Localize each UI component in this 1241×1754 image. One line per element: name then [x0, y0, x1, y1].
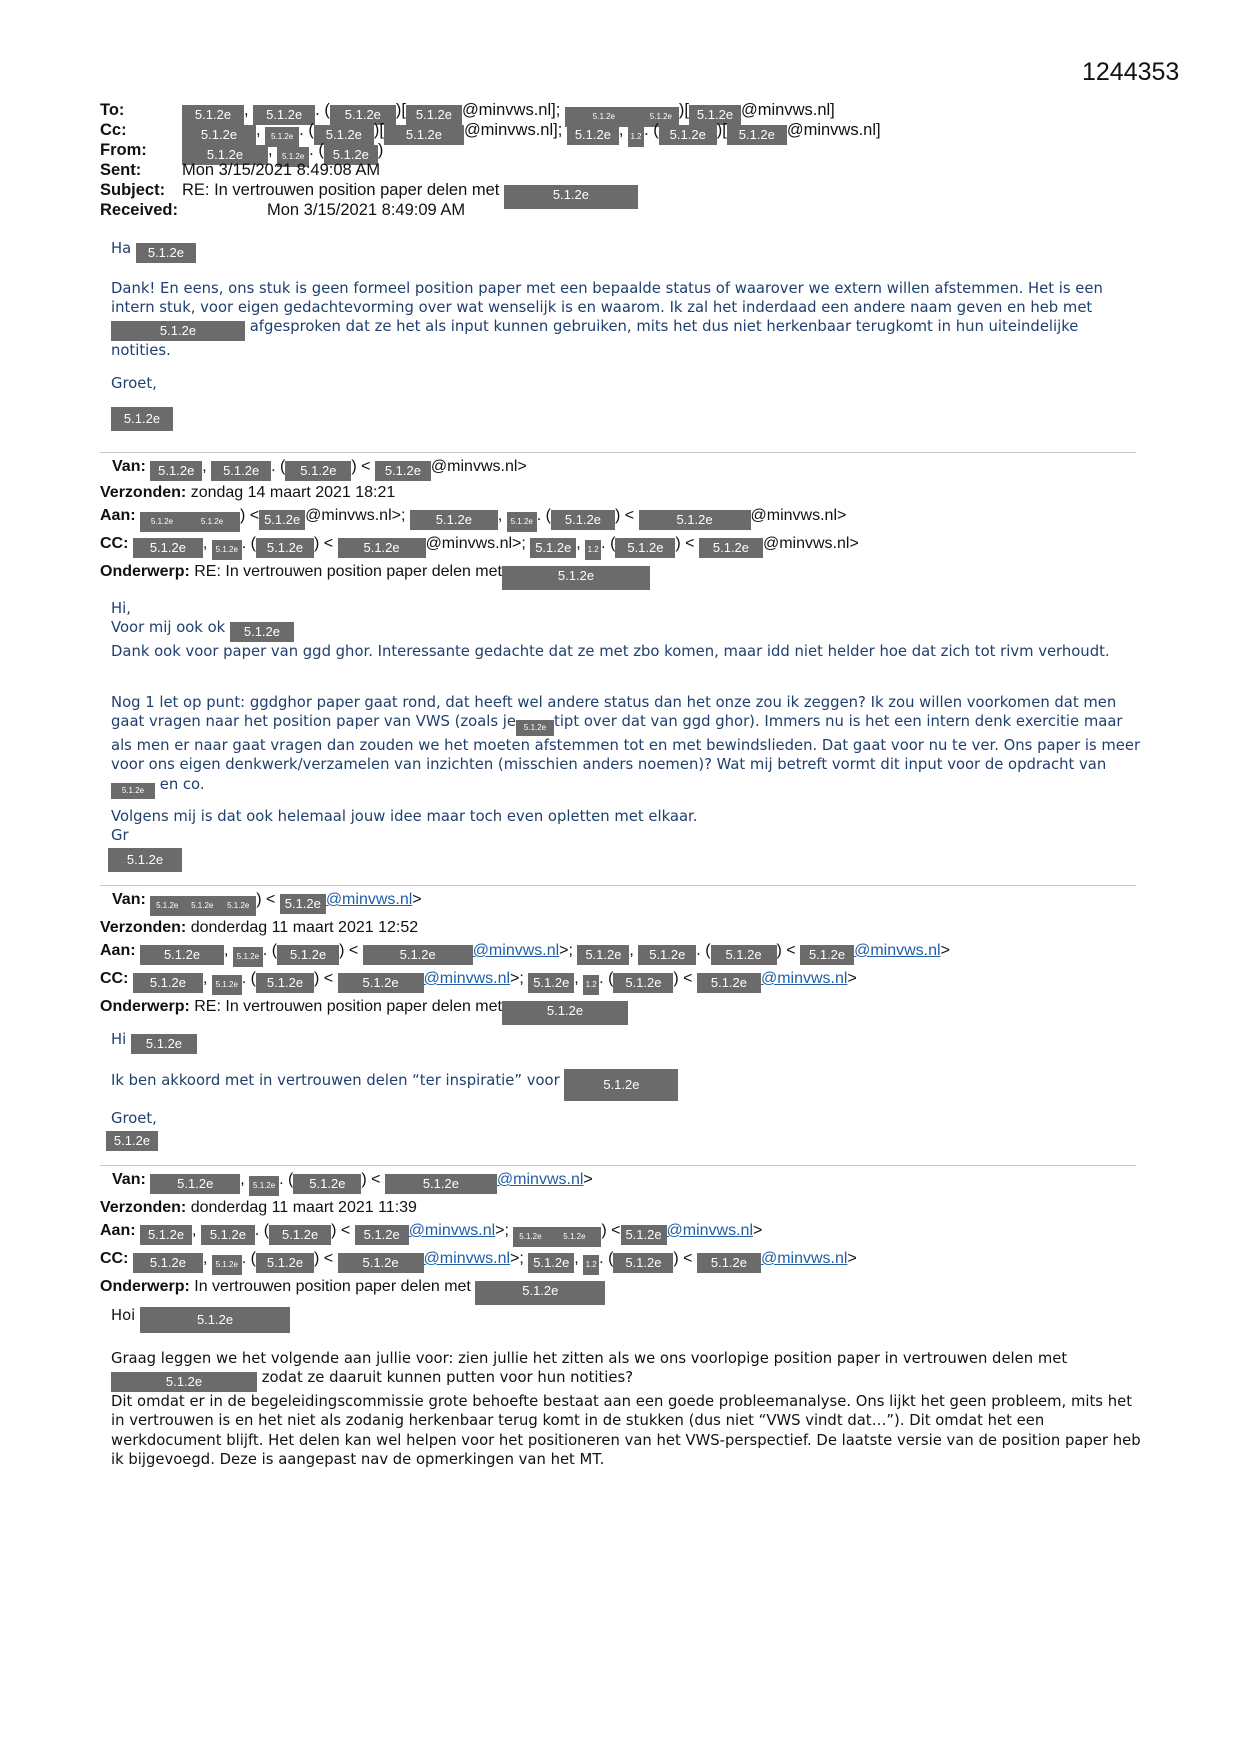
- redaction: 5.1.2e: [220, 896, 256, 916]
- verzonden-label: Verzonden:: [100, 919, 187, 936]
- redaction: 5.1.2e: [269, 1225, 331, 1245]
- redaction: 5.1.2e: [697, 1253, 761, 1273]
- email3-closing: Groet,: [111, 1110, 157, 1127]
- email3-greeting: [111, 1030, 1141, 1054]
- redaction: 5.1.2e: [249, 1176, 279, 1196]
- redaction: 5.1.2e: [150, 1174, 240, 1194]
- cc-label: Cc:: [100, 121, 127, 139]
- redaction: 5.1.2e: [324, 145, 378, 165]
- redaction: 5.1.2e: [410, 510, 498, 530]
- redaction: 5.1.2e: [689, 105, 741, 125]
- redaction: 5.1.2e: [133, 1253, 203, 1273]
- redaction: 5.1.2e: [140, 512, 184, 532]
- header-from-row: From: 5.1.2e , 5.1.2e . ( 5.1.2e ): [100, 140, 383, 167]
- email4-header: Van: 5.1.2e , 5.1.2e . ( 5.1.2e ) < 5.1.2e @minvws.nl> Verzonden: donderdag 11 maart 2021 11:39 Aan: 5.1.2e , 5.1.2e . ( 5.1.2e ) < 5.1.2e @minvws.nl>; 5.1.2e 5.1.2e ) < 5.1.2e @minvws.nl> CC: 5.1.2e , 5.1.2e . ( 5.1.2e ) < 5.1.2e @minvws.nl>; 5.1.2e , 1.2 . ( 5.1.2e ) < 5.1.2e @minvws.nl> Onderwerp: In vertrouwen position paper delen met 5.1.2e: [100, 1168, 857, 1305]
- redaction: 1.2: [583, 1255, 599, 1275]
- email4-greeting: [111, 1306, 1141, 1333]
- redaction: 5.1.2e: [659, 125, 717, 145]
- email-link[interactable]: @minvws.nl: [496, 1171, 584, 1188]
- redaction: 5.1.2e: [277, 945, 339, 965]
- redaction: 5.1.2e: [253, 105, 315, 125]
- email-domain: @minvws.nl: [762, 535, 850, 552]
- email2-header: Van: 5.1.2e , 5.1.2e . ( 5.1.2e ) < 5.1.2e @minvws.nl> Verzonden: zondag 14 maart 2021 18:21 Aan: 5.1.2e 5.1.2e ) < 5.1.2e @minvws.nl>; 5.1.2e , 5.1.2e . ( 5.1.2e ) < 5.1.2e @minvws.nl> CC: 5.1.2e , 5.1.2e . ( 5.1.2e ) < 5.1.2e @minvws.nl>; 5.1.2e , 1.2 . ( 5.1.2e ) < 5.1.2e @minvws.nl> Onderwerp: RE: In vertrouwen position paper delen met 5.1.2e: [100, 455, 859, 590]
- email2-text-b: tipt over dat van ggd ghor). Immers nu is het een intern denk exercitie maar als men er naar gaat vragen dan zouden we het moeten afstemmen tot en met bewindslieden. Dat gaat voor nu te ver. Ons paper is meer voor ons eigen denkwerk/verzamelen van inzichten (misschien anders noemen)? Wat mij betreft vormt dit input voor de opdracht van: [111, 713, 1141, 774]
- document-number: 1244353: [1082, 58, 1180, 86]
- email3-text: Ik ben akkoord met in vertrouwen delen “ter inspiratie” voor: [111, 1072, 560, 1089]
- email-domain: @minvws.nl: [750, 507, 838, 524]
- redaction: 1.2: [628, 127, 644, 147]
- redaction: 5.1.2e: [140, 1225, 192, 1245]
- email2-signature: [108, 846, 1138, 872]
- aan-label: Aan:: [100, 942, 136, 959]
- redaction: 5.1.2e: [338, 973, 424, 993]
- redaction: 5.1.2e: [230, 622, 294, 642]
- email3-signature: [106, 1127, 1136, 1151]
- redaction: 5.1.2e: [182, 105, 244, 125]
- redaction: 5.1.2e: [551, 510, 615, 530]
- email-link[interactable]: @minvws.nl: [760, 1250, 848, 1267]
- redaction: 5.1.2e: [150, 896, 184, 916]
- van-label: Van:: [112, 1171, 146, 1188]
- redaction: 5.1.2e: [507, 512, 537, 532]
- redaction: 5.1.2e: [615, 538, 675, 558]
- email-domain: @minvws.nl: [305, 507, 392, 524]
- redaction: 5.1.2e: [111, 783, 155, 799]
- email1-paragraph: [111, 279, 1141, 361]
- header-to-row: To: 5.1.2e , 5.1.2e . ( 5.1.2e )[ 5.1.2e @minvws.nl]; 5.1.2e 5.1.2e )[ 5.1.2e @minvws.nl]: [100, 100, 835, 127]
- redaction: 5.1.2e: [108, 848, 182, 872]
- redaction: 5.1.2e: [140, 945, 224, 965]
- redaction: 5.1.2e: [699, 538, 763, 558]
- email4-text-p2: Dit omdat er in de begeleidingscommissie grote behoefte bestaat aan een goede probleemanalyse. Ons lijkt het geen probleem, mits het in vertrouwen is en het niet als zodanig herkenbaar terug komt in de stukken (dus niet “VWS vindt dat…”). Dit omdat het een werkdocument blijft. Het delen kan wel helpen voor het positioneren van het VWS-perspectief. De laatste versie van de position paper heb ik bijgevoegd. Deze is aangepast nav de opmerkingen van het MT.: [111, 1393, 1141, 1468]
- email-link[interactable]: @minvws.nl: [325, 891, 413, 908]
- email2-closing: Gr: [111, 827, 129, 845]
- redaction: 5.1.2e: [201, 1225, 255, 1245]
- redaction: 5.1.2e: [502, 566, 650, 590]
- onderwerp-label: Onderwerp:: [100, 998, 190, 1015]
- email2-line-p3: Volgens mij is dat ook helemaal jouw idee maar toch even opletten met elkaar.: [111, 808, 698, 825]
- email-domain: @minvws.nl: [425, 535, 513, 552]
- email1-greeting: [111, 239, 1141, 263]
- redaction: 5.1.2e: [184, 896, 220, 916]
- email1-closing: Groet,: [111, 375, 157, 392]
- email-link[interactable]: @minvws.nl: [854, 942, 941, 959]
- redaction: 5.1.2e: [182, 125, 256, 145]
- onderwerp-label: Onderwerp:: [100, 1278, 190, 1295]
- redaction: 5.1.2e: [212, 975, 242, 995]
- separator: [100, 1165, 1136, 1166]
- redaction: 5.1.2e: [528, 1253, 574, 1273]
- header-received-row: [100, 200, 465, 220]
- email2-body: [111, 599, 1141, 661]
- email-link[interactable]: @minvws.nl: [423, 970, 511, 987]
- email-link[interactable]: @minvws.nl: [666, 1222, 754, 1239]
- greeting-text: Hoi: [111, 1307, 136, 1324]
- redaction: 5.1.2e: [475, 1281, 605, 1305]
- email1-signature: [111, 405, 1141, 431]
- redaction: 5.1.2e: [564, 1069, 678, 1101]
- separator: [100, 885, 1136, 886]
- van-label: Van:: [112, 458, 146, 475]
- redaction: 5.1.2e: [385, 1174, 497, 1194]
- redaction: 5.1.2e: [711, 945, 777, 965]
- email2-text-c: en co.: [159, 775, 205, 793]
- redaction: 5.1.2e: [504, 185, 638, 209]
- redaction: 5.1.2e: [406, 105, 462, 125]
- email-link[interactable]: @minvws.nl: [408, 1222, 496, 1239]
- redaction: 5.1.2e: [577, 945, 629, 965]
- redaction: 5.1.2e: [293, 1174, 361, 1194]
- redaction: 5.1.2e: [613, 1253, 673, 1273]
- redaction: 5.1.2e: [259, 510, 305, 530]
- email2-date: zondag 14 maart 2021 18:21: [190, 484, 396, 501]
- redaction: 5.1.2e: [265, 127, 299, 147]
- redaction: 5.1.2e: [516, 720, 554, 736]
- redaction: 1.2: [583, 975, 599, 995]
- greeting-text: Ha: [111, 240, 132, 257]
- email3-date: donderdag 11 maart 2021 12:52: [190, 919, 419, 936]
- received-value: Mon 3/15/2021 8:49:09 AM: [267, 201, 466, 219]
- redaction: 5.1.2e: [131, 1034, 197, 1054]
- redaction: 5.1.2e: [502, 1001, 628, 1025]
- email4-text-a: Graag leggen we het volgende aan jullie voor: zien jullie het zitten als we ons voorlopige position paper in vertrouwen delen met: [111, 1350, 1068, 1367]
- van-label: Van:: [112, 891, 146, 908]
- redaction: 5.1.2e: [638, 945, 696, 965]
- redaction: 5.1.2e: [314, 125, 374, 145]
- email2-paragraph2: [111, 693, 1141, 799]
- email3-subject: RE: In vertrouwen position paper delen met: [194, 998, 502, 1015]
- redaction: 5.1.2e: [800, 945, 854, 965]
- redaction: 5.1.2e: [140, 1307, 290, 1333]
- redaction: 5.1.2e: [136, 243, 196, 263]
- received-label: Received:: [100, 201, 178, 219]
- email2-line2: Voor mij ook ok: [111, 619, 226, 637]
- email3-header: Van: 5.1.2e 5.1.2e 5.1.2e ) < 5.1.2e @minvws.nl> Verzonden: donderdag 11 maart 2021 12:52 Aan: 5.1.2e , 5.1.2e . ( 5.1.2e ) < 5.1.2e @minvws.nl>; 5.1.2e , 5.1.2e . ( 5.1.2e ) < 5.1.2e @minvws.nl> CC: 5.1.2e , 5.1.2e . ( 5.1.2e ) < 5.1.2e @minvws.nl>; 5.1.2e , 1.2 . ( 5.1.2e ) < 5.1.2e @minvws.nl> Onderwerp: RE: In vertrouwen position paper delen met 5.1.2e: [100, 888, 950, 1025]
- redaction: 5.1.2e: [133, 538, 203, 558]
- redaction: 5.1.2e: [277, 147, 309, 167]
- cc-label: CC:: [100, 535, 129, 552]
- redaction: 5.1.2e: [338, 538, 426, 558]
- redaction: 5.1.2e: [233, 947, 263, 967]
- redaction: 5.1.2e: [285, 461, 351, 481]
- verzonden-label: Verzonden:: [100, 484, 187, 501]
- redaction: 5.1.2e: [530, 538, 576, 558]
- redaction: 5.1.2e: [528, 973, 574, 993]
- to-label: To:: [100, 101, 125, 119]
- separator: [100, 452, 1136, 453]
- email4-subject: In vertrouwen position paper delen met: [194, 1278, 471, 1295]
- onderwerp-label: Onderwerp:: [100, 563, 190, 580]
- redaction: 5.1.2e: [212, 1255, 242, 1275]
- redaction: 5.1.2e: [150, 461, 202, 481]
- redaction: 5.1.2e: [565, 107, 643, 127]
- redaction: 5.1.2e: [184, 512, 240, 532]
- redaction: 5.1.2e: [513, 1227, 547, 1247]
- redaction: 5.1.2e: [375, 461, 431, 481]
- redaction: 5.1.2e: [133, 973, 203, 993]
- header-cc-row: Cc: 5.1.2e , 5.1.2e . ( 5.1.2e )[ 5.1.2e @minvws.nl]; 5.1.2e , 1.2 . ( 5.1.2e )[ 5.1.2e @minvws.nl]: [100, 120, 881, 147]
- email-link[interactable]: @minvws.nl: [760, 970, 848, 987]
- email2-paragraph3: [111, 807, 1141, 845]
- redaction: 5.1.2e: [613, 973, 673, 993]
- redaction: 5.1.2e: [338, 1253, 424, 1273]
- redaction: 5.1.2e: [643, 107, 679, 127]
- redaction: 5.1.2e: [256, 1253, 314, 1273]
- email-domain: @minvws.nl: [786, 121, 877, 139]
- redaction: 5.1.2e: [621, 1225, 667, 1245]
- header-sent-row: [100, 160, 380, 180]
- redaction: 5.1.2e: [211, 461, 271, 481]
- email-link[interactable]: @minvws.nl: [423, 1250, 511, 1267]
- email2-line1: Hi,: [111, 600, 131, 617]
- email2-line3: Dank ook voor paper van ggd ghor. Interessante gedachte dat ze met zbo komen, maar idd niet helder hoe dat zich tot rivm verhoudt.: [111, 643, 1110, 661]
- redaction: 5.1.2e: [111, 407, 173, 431]
- cc-label: CC:: [100, 1250, 129, 1267]
- redaction: 5.1.2e: [363, 945, 473, 965]
- email-domain: @minvws.nl: [430, 458, 518, 475]
- subject-value: RE: In vertrouwen position paper delen met: [182, 181, 500, 199]
- redaction: 5.1.2e: [547, 1227, 601, 1247]
- email-domain: @minvws.nl: [463, 121, 554, 139]
- redaction: 5.1.2e: [256, 538, 314, 558]
- redaction: 5.1.2e: [330, 105, 396, 125]
- redaction: 5.1.2e: [212, 540, 242, 560]
- email2-text-a: Nog 1 let op punt: ggdghor paper gaat rond, dat heeft wel andere status dan het onze zou ik zeggen? Ik zou willen voorkomen dat men gaat vragen naar het position paper van VWS (zoals je: [111, 694, 1117, 731]
- email-domain: @minvws.nl: [461, 101, 552, 119]
- aan-label: Aan:: [100, 507, 136, 524]
- redaction: 5.1.2e: [567, 125, 619, 145]
- email-domain: @minvws.nl: [740, 101, 831, 119]
- redaction: 5.1.2e: [106, 1131, 158, 1151]
- redaction: 5.1.2e: [111, 1372, 257, 1392]
- redaction: 5.1.2e: [697, 973, 761, 993]
- email1-text-b: afgesproken dat ze het als input kunnen gebruiken, mits het dus niet herkenbaar terugkomt in hun uiteindelijke notities.: [111, 318, 1079, 360]
- redaction: 5.1.2e: [727, 125, 787, 145]
- from-label: From:: [100, 141, 147, 159]
- email4-date: donderdag 11 maart 2021 11:39: [190, 1199, 417, 1216]
- email1-text-a: Dank! En eens, ons stuk is geen formeel position paper met een bepaalde status of waarover we extern willen afstemmen. Het is een intern stuk, voor eigen gedachtevorming over wat wenselijk is en waarom. Ik zal het inderdaad een andere naam geven en heb met: [111, 280, 1103, 317]
- subject-label: Subject:: [100, 181, 166, 199]
- redaction: 5.1.2e: [111, 321, 245, 341]
- sent-label: Sent:: [100, 161, 142, 179]
- email4-paragraph: [111, 1349, 1141, 1469]
- cc-label: CC:: [100, 970, 129, 987]
- redaction: 5.1.2e: [182, 145, 268, 165]
- email4-text-b: zodat ze daaruit kunnen putten voor hun notities?: [261, 1369, 634, 1387]
- redaction: 5.1.2e: [384, 125, 464, 145]
- verzonden-label: Verzonden:: [100, 1199, 187, 1216]
- redaction: 5.1.2e: [355, 1225, 409, 1245]
- redaction: 5.1.2e: [256, 973, 314, 993]
- greeting-text: Hi: [111, 1031, 127, 1048]
- email-link[interactable]: @minvws.nl: [472, 942, 560, 959]
- aan-label: Aan:: [100, 1222, 136, 1239]
- redaction: 5.1.2e: [280, 894, 326, 914]
- email2-subject: RE: In vertrouwen position paper delen met: [194, 563, 502, 580]
- redaction: 5.1.2e: [639, 510, 751, 530]
- sent-value: Mon 3/15/2021 8:49:08 AM: [182, 161, 381, 179]
- redaction: 1.2: [585, 540, 601, 560]
- email3-paragraph: [111, 1069, 1141, 1101]
